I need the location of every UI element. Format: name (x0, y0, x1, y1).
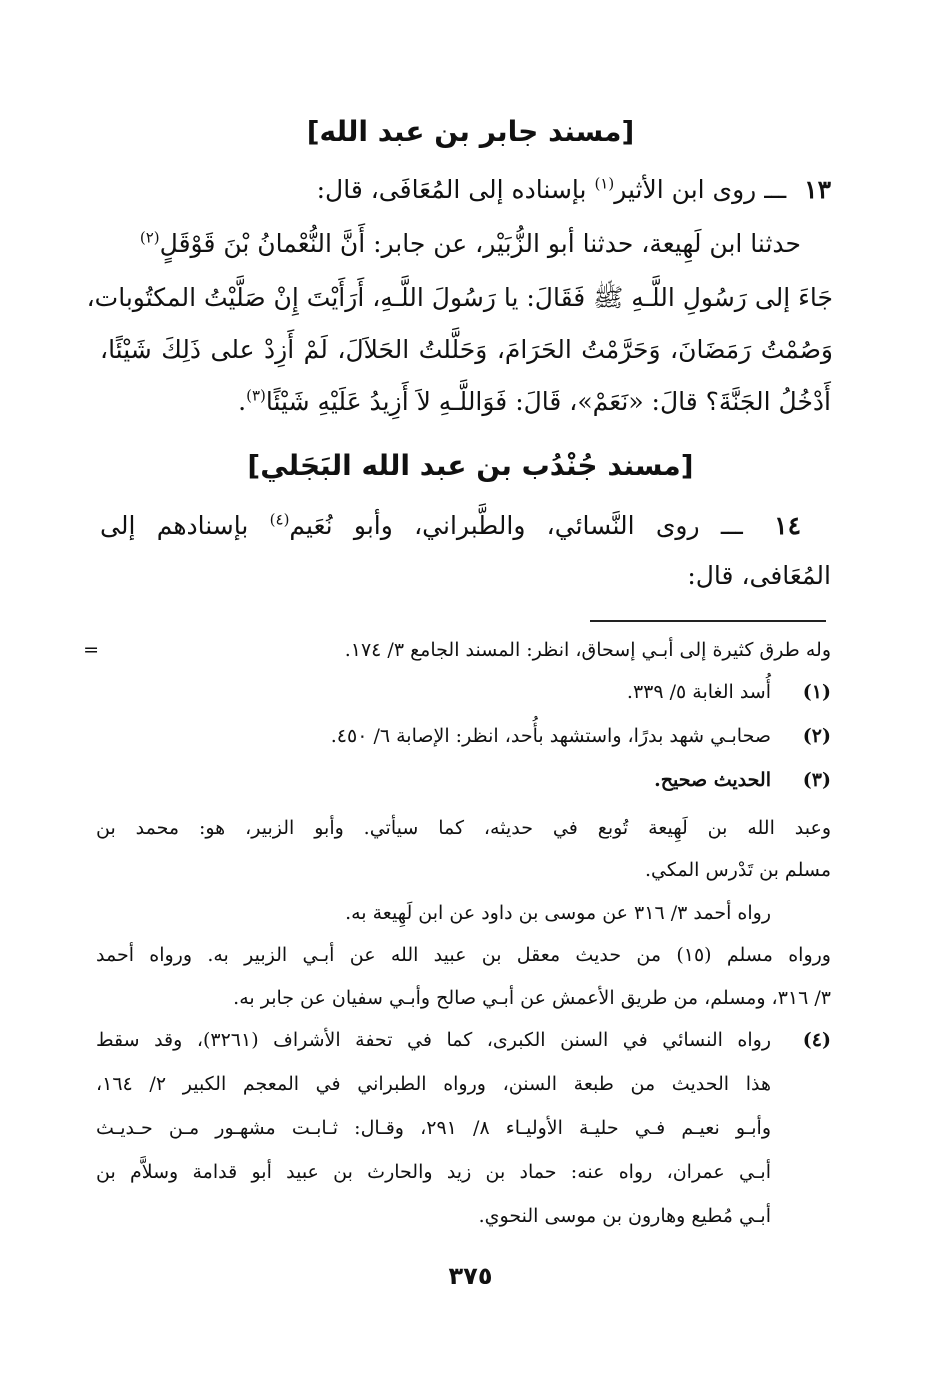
page-number: ٣٧٥ (448, 1262, 493, 1290)
footnote-3-line-4: رواه أحمد ٣/ ٣١٦ عن موسى بن داود عن ابن لَهِيعة به. (345, 902, 771, 924)
footnote-3-line-5: ورواه مسلم (١٥) من حديث معقل بن عبيد الله عن أبـي الزبير به. ورواه أحمد (96, 944, 831, 966)
hadith-number: ١٤ (774, 511, 801, 540)
footnote-ref[interactable]: (٤) (269, 510, 290, 529)
footnote-continuation: وله طرق كثيرة إلى أبـي إسحاق، انظر: المسند الجامع ٣/ ١٧٤. (344, 639, 831, 661)
footnote-3-title: الحديث صحيح. (654, 769, 771, 791)
footnote-1: أُسد الغابة ٥/ ٣٣٩. (626, 681, 771, 703)
section-heading-jundub: [مسند جُنْدُب بن عبد الله البَجَلي] (247, 449, 694, 482)
footnote-separator (590, 620, 826, 622)
footnote-3-line-6: ٣/ ٣١٦، ومسلم، من طريق الأعمش عن أبـي صالح وأبـي سفيان عن جابر به. (233, 987, 831, 1009)
hadith-14-line-1: ١٤ ـــ روى النَّسائي، والطَّبراني، وأبو نُعَيم$^{(٤)}$ بإسنادهم إلى (100, 510, 801, 540)
footnote-4-line-5: أبـي مُطيع وهارون بن موسى النحوي. (478, 1205, 771, 1227)
hadith-13-line-1: ١٣ ـــ روى ابن الأثير$^{(١)}$ بإسناده إلى المُعَافَى، قال: (316, 174, 831, 204)
footnote-3-line-2: وعبد الله بن لَهِيعة تُوبع في حديثه، كما سيأتي. وأبو الزبير، هو: محمد بن (96, 817, 831, 839)
hadith-number: ١٣ (804, 175, 831, 204)
footnote-4-line-2: هذا الحديث من طبعة السنن، ورواه الطبراني في المعجم الكبير ٢/ ١٦٤، (96, 1073, 771, 1095)
footnote-1-number: (١) (802, 681, 831, 703)
hadith-13-line-5: أَدْخُلُ الجَنَّةَ؟ قالَ: «نَعَمْ»، قَالَ: فَوَاللَّـهِ لاَ أَزِيدُ عَلَيْهِ شَيْئًا$^{(٣)}$. (238, 386, 831, 416)
hadith-13-line-2: حدثنا ابن لَهِيعة، حدثنا أبو الزُّبَيْر، عن جابر: أَنَّ النُّعْمانُ بْنَ قَوْقَلٍ$^{(٢)}$ (139, 228, 801, 258)
continuation-mark: = (83, 639, 99, 661)
footnote-4-line-1: رواه النسائي في السنن الكبرى، كما في تحفة الأشراف (٣٢٦١)، وقد سقط (96, 1029, 771, 1051)
footnote-4-line-4: أبـي عمران، رواه عنه: حماد بن زيد والحارث بن عبيد أبو قدامة وسلاَّم بن (96, 1161, 771, 1183)
hadith-13-line-4: وَصُمْتُ رَمَضَانَ، وَحَرَّمْتُ الحَرَامَ، وَحَلَّلتُ الحَلاَلَ، لَمْ أَزِدْ على ذَلِكَ شَيْئًا، (100, 335, 833, 364)
footnote-4-line-3: وأبـو نعيـم فـي حليـة الأوليـاء ٨/ ٢٩١، وقـال: ثـابـت مشهـور مـن حـديـث (96, 1117, 771, 1139)
footnote-3-number: (٣) (802, 769, 831, 791)
hadith-13-line-3: جَاءَ إلى رَسُولِ اللَّـهِ ﷺ فَقَالَ: يا رَسُولَ اللَّـهِ، أَرَأَيْتَ إِنْ صَلَّيْتُ المكتُوبات، (86, 283, 833, 312)
footnote-2: صحابـي شهد بدرًا، واستشهد بأُحد، انظر: الإصابة ٦/ ٤٥٠. (330, 725, 771, 747)
footnote-ref[interactable]: (٢) (139, 228, 160, 247)
hadith-14-line-2: المُعَافى، قال: (687, 561, 831, 590)
footnote-4-number: (٤) (802, 1029, 831, 1051)
section-heading-jabir: [مسند جابر بن عبد الله] (306, 115, 635, 148)
footnote-2-number: (٢) (802, 725, 831, 747)
footnote-ref[interactable]: (١) (594, 174, 615, 193)
footnote-ref[interactable]: (٣) (246, 386, 266, 405)
footnote-3-line-3: مسلم بن تَدْرس المكي. (645, 859, 831, 881)
